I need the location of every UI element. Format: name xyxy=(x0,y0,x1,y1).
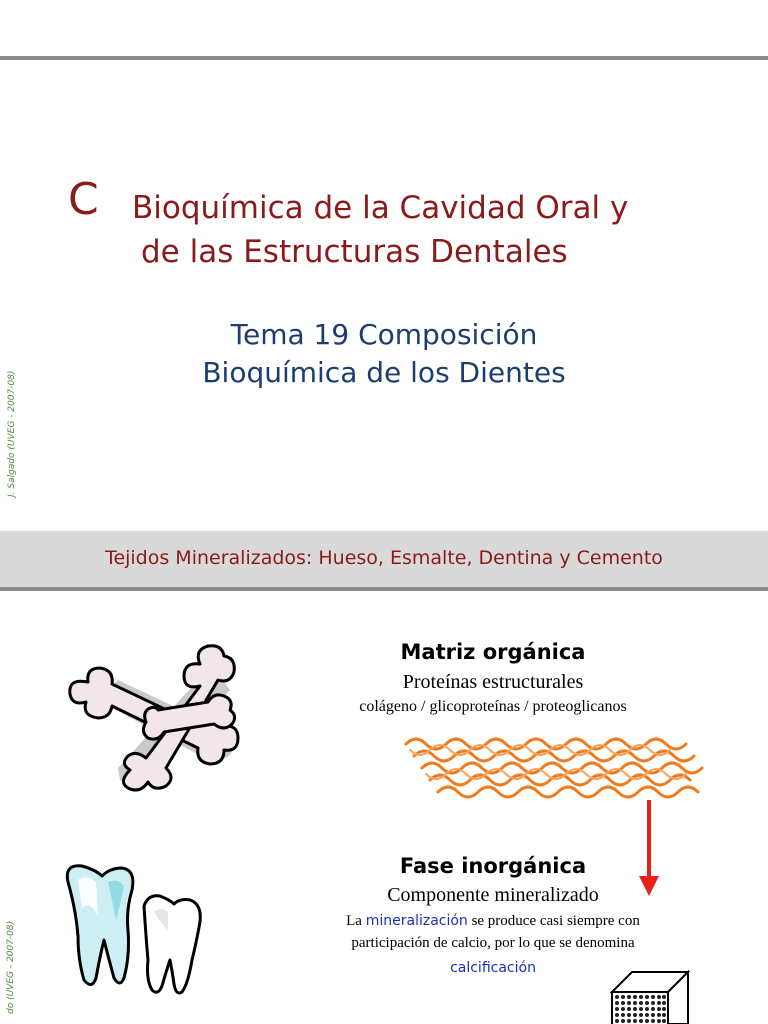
title-letter: C xyxy=(68,174,99,225)
matriz-heading: Matriz orgánica xyxy=(400,640,586,664)
calcificacion-keyword: calcificación xyxy=(450,960,536,976)
side-credit: J. Salgado (UVEG - 2007-08) xyxy=(7,370,17,497)
mineralizacion-line-1 xyxy=(300,910,686,932)
subtitle xyxy=(0,316,768,392)
crystal-block-icon xyxy=(608,970,694,1024)
section-band-text: Tejidos Mineralizados: Hueso, Esmalte, Dentina y Cemento xyxy=(105,547,663,569)
mineralizacion-line-2: participación de calcio, por lo que se denomina xyxy=(351,935,635,951)
mineralizacion-post: se produce casi siempre con xyxy=(467,913,640,929)
matriz-line-1: Proteínas estructurales xyxy=(402,671,584,693)
bones-icon xyxy=(58,640,248,792)
mineralizacion-text xyxy=(300,910,686,954)
subtitle-line-2: Bioquímica de los Dientes xyxy=(202,356,566,389)
title-line-1: Bioquímica de la Cavidad Oral y xyxy=(132,190,629,226)
band-rule xyxy=(0,587,768,591)
subtitle-line-1: Tema 19 Composición xyxy=(230,318,538,351)
fase-line-1: Componente mineralizado xyxy=(387,884,599,906)
section-band xyxy=(0,531,768,587)
title-line-2: de las Estructuras Dentales xyxy=(141,234,568,270)
top-rule xyxy=(0,56,768,60)
mineralizacion-pre: La xyxy=(346,913,366,929)
matriz-line-2: colágeno / glicoproteínas / proteoglicanos xyxy=(359,698,627,715)
collagen-fibers-icon xyxy=(402,730,720,800)
teeth-icon xyxy=(56,860,206,1000)
side-credit-bottom: do (UVEG - 2007-08) xyxy=(6,920,16,1014)
fase-heading: Fase inorgánica xyxy=(399,854,587,878)
mineralizacion-keyword: mineralización xyxy=(365,913,468,929)
